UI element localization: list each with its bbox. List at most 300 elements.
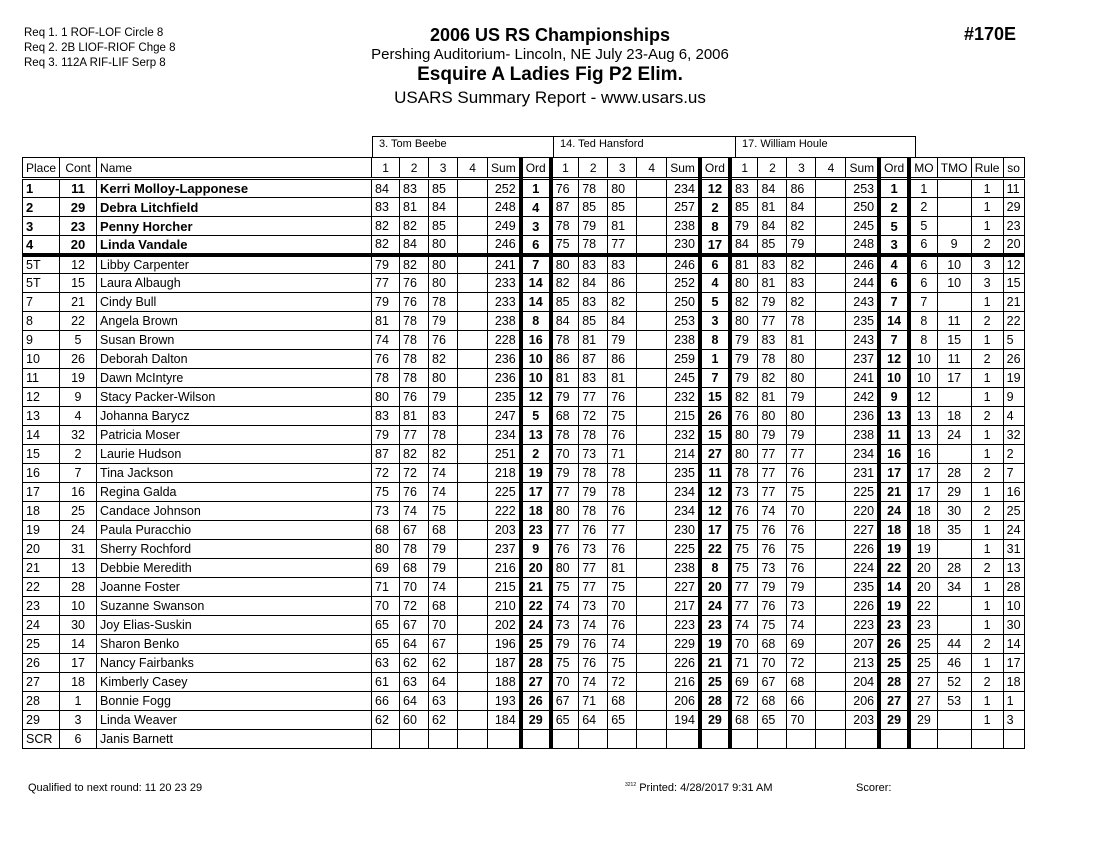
score-2: 83 — [400, 179, 429, 198]
ordinal: 9 — [521, 540, 551, 559]
score-1: 81 — [372, 312, 400, 331]
score-3 — [608, 730, 637, 749]
score-2: 78 — [579, 236, 608, 255]
ordinal: 2 — [879, 198, 909, 217]
total-majority-ordinal: 9 — [937, 236, 971, 255]
rule: 2 — [971, 635, 1003, 654]
score-1: 61 — [372, 673, 400, 692]
skater-name: Angela Brown — [97, 312, 372, 331]
score-1: 77 — [730, 597, 758, 616]
score-2: 64 — [400, 635, 429, 654]
score-3: 82 — [787, 255, 816, 274]
score-4 — [637, 369, 667, 388]
score-2: 78 — [400, 312, 429, 331]
score-1 — [730, 730, 758, 749]
col-name: Name — [97, 158, 372, 179]
score-2: 73 — [579, 540, 608, 559]
col-tmo: TMO — [937, 158, 971, 179]
score-2: 78 — [400, 331, 429, 350]
majority-ordinal: 2 — [909, 198, 937, 217]
ordinal: 16 — [879, 445, 909, 464]
place-cell: SCR — [23, 730, 60, 749]
rule: 1 — [971, 597, 1003, 616]
score-1: 86 — [551, 350, 579, 369]
rule: 1 — [971, 521, 1003, 540]
score-sum: 246 — [667, 255, 700, 274]
score-3: 76 — [787, 464, 816, 483]
score-4 — [458, 559, 488, 578]
score-2: 62 — [400, 654, 429, 673]
score-3: 78 — [608, 464, 637, 483]
score-4 — [816, 692, 846, 711]
score-sum: 248 — [488, 198, 521, 217]
ordinal: 25 — [521, 635, 551, 654]
rule: 2 — [971, 407, 1003, 426]
total-majority-ordinal: 15 — [937, 331, 971, 350]
score-sum: 230 — [667, 521, 700, 540]
score-1: 80 — [730, 274, 758, 293]
score-2: 78 — [400, 540, 429, 559]
event-title: Esquire A Ladies Fig P2 Elim. — [417, 64, 683, 85]
ordinal: 28 — [879, 673, 909, 692]
requirement-3: Req 3. 112A RIF-LIF Serp 8 — [24, 57, 166, 69]
score-3 — [429, 730, 458, 749]
score-3: 83 — [787, 274, 816, 293]
score-sum: 232 — [667, 426, 700, 445]
score-3: 85 — [429, 179, 458, 198]
total-majority-ordinal — [937, 217, 971, 236]
score-1: 80 — [551, 559, 579, 578]
ordinal: 2 — [521, 445, 551, 464]
ordinal: 4 — [700, 274, 730, 293]
majority-ordinal: 20 — [909, 559, 937, 578]
score-sum: 229 — [667, 635, 700, 654]
score-sum: 259 — [667, 350, 700, 369]
contestant-number: 11 — [60, 179, 97, 198]
score-sum: 241 — [488, 255, 521, 274]
score-3: 84 — [608, 312, 637, 331]
score-2: 83 — [579, 293, 608, 312]
score-4 — [816, 274, 846, 293]
skater-name: Nancy Fairbanks — [97, 654, 372, 673]
score-1: 75 — [551, 236, 579, 255]
contestant-number: 21 — [60, 293, 97, 312]
table-row — [23, 559, 1025, 578]
score-2: 67 — [758, 673, 787, 692]
score-4 — [816, 464, 846, 483]
score-4 — [637, 331, 667, 350]
majority-ordinal: 23 — [909, 616, 937, 635]
score-4 — [816, 616, 846, 635]
skater-name: Joanne Foster — [97, 578, 372, 597]
contestant-number: 23 — [60, 217, 97, 236]
score-1: 68 — [730, 711, 758, 730]
total-majority-ordinal: 11 — [937, 350, 971, 369]
score-2: 85 — [579, 312, 608, 331]
score-3: 80 — [787, 350, 816, 369]
ordinal: 8 — [700, 217, 730, 236]
place-cell: 22 — [23, 578, 60, 597]
place-cell: 21 — [23, 559, 60, 578]
total-majority-ordinal — [937, 597, 971, 616]
score-sum: 187 — [488, 654, 521, 673]
skater-name: Regina Galda — [97, 483, 372, 502]
place-cell: 27 — [23, 673, 60, 692]
score-2: 84 — [400, 236, 429, 255]
majority-ordinal: 19 — [909, 540, 937, 559]
total-majority-ordinal: 46 — [937, 654, 971, 673]
score-3: 82 — [787, 217, 816, 236]
score-3: 81 — [787, 331, 816, 350]
column-header-row — [23, 158, 1025, 179]
table-row — [23, 730, 1025, 749]
ordinal: 22 — [521, 597, 551, 616]
majority-ordinal: 17 — [909, 483, 937, 502]
rule: 2 — [971, 673, 1003, 692]
score-3: 76 — [787, 521, 816, 540]
ordinal: 12 — [879, 350, 909, 369]
total-majority-ordinal: 17 — [937, 369, 971, 388]
score-3: 81 — [608, 559, 637, 578]
score-4 — [816, 445, 846, 464]
score-1: 80 — [372, 388, 400, 407]
table-row — [23, 692, 1025, 711]
score-4 — [637, 464, 667, 483]
table-row — [23, 274, 1025, 293]
ordinal: 27 — [521, 673, 551, 692]
score-sum: 248 — [846, 236, 879, 255]
score-2: 68 — [400, 559, 429, 578]
score-sum — [846, 730, 879, 749]
majority-ordinal: 12 — [909, 388, 937, 407]
score-3: 82 — [608, 293, 637, 312]
score-sum: 236 — [846, 407, 879, 426]
score-1: 65 — [551, 711, 579, 730]
score-1: 82 — [730, 388, 758, 407]
start-order: 10 — [1003, 597, 1024, 616]
score-2: 67 — [400, 521, 429, 540]
score-sum: 203 — [488, 521, 521, 540]
score-2: 74 — [579, 673, 608, 692]
ordinal: 17 — [700, 521, 730, 540]
score-sum: 234 — [488, 426, 521, 445]
score-2: 83 — [579, 255, 608, 274]
score-1: 75 — [372, 483, 400, 502]
score-3: 74 — [429, 578, 458, 597]
score-4 — [458, 407, 488, 426]
rule: 1 — [971, 293, 1003, 312]
col-judge2-2: 2 — [579, 158, 608, 179]
place-cell: 5T — [23, 274, 60, 293]
score-2: 82 — [758, 369, 787, 388]
score-2: 83 — [758, 255, 787, 274]
majority-ordinal: 1 — [909, 179, 937, 198]
col-judge3-4: 4 — [816, 158, 846, 179]
place-cell: 5T — [23, 255, 60, 274]
score-4 — [458, 369, 488, 388]
skater-name: Paula Puracchio — [97, 521, 372, 540]
score-3: 68 — [429, 597, 458, 616]
score-2: 78 — [579, 464, 608, 483]
table-row — [23, 616, 1025, 635]
rule: 1 — [971, 654, 1003, 673]
score-3: 78 — [608, 483, 637, 502]
place-cell: 1 — [23, 179, 60, 198]
skater-name: Libby Carpenter — [97, 255, 372, 274]
skater-name: Debbie Meredith — [97, 559, 372, 578]
score-4 — [816, 179, 846, 198]
skater-name: Candace Johnson — [97, 502, 372, 521]
skater-name: Johanna Barycz — [97, 407, 372, 426]
score-2: 68 — [758, 635, 787, 654]
score-2: 77 — [400, 426, 429, 445]
score-2: 77 — [758, 445, 787, 464]
col-judge1-4: 4 — [458, 158, 488, 179]
score-3: 79 — [787, 236, 816, 255]
score-1: 71 — [372, 578, 400, 597]
table-row — [23, 521, 1025, 540]
score-4 — [816, 635, 846, 654]
ordinal: 8 — [700, 331, 730, 350]
total-majority-ordinal: 10 — [937, 274, 971, 293]
score-sum: 224 — [846, 559, 879, 578]
skater-name: Tina Jackson — [97, 464, 372, 483]
place-cell: 23 — [23, 597, 60, 616]
start-order: 22 — [1003, 312, 1024, 331]
score-1: 75 — [730, 559, 758, 578]
ordinal: 10 — [521, 350, 551, 369]
majority-ordinal: 6 — [909, 236, 937, 255]
score-2: 76 — [579, 635, 608, 654]
score-2: 77 — [579, 578, 608, 597]
skater-name: Sharon Benko — [97, 635, 372, 654]
skater-name: Patricia Moser — [97, 426, 372, 445]
ordinal: 2 — [700, 198, 730, 217]
score-sum: 238 — [667, 331, 700, 350]
score-3: 76 — [608, 502, 637, 521]
score-1: 63 — [372, 654, 400, 673]
score-2: 84 — [579, 274, 608, 293]
score-sum: 193 — [488, 692, 521, 711]
total-majority-ordinal: 53 — [937, 692, 971, 711]
score-sum: 204 — [846, 673, 879, 692]
ordinal: 3 — [521, 217, 551, 236]
contestant-number: 9 — [60, 388, 97, 407]
table-row — [23, 407, 1025, 426]
score-2: 78 — [579, 426, 608, 445]
score-3: 80 — [787, 369, 816, 388]
score-sum: 232 — [667, 388, 700, 407]
score-1: 84 — [551, 312, 579, 331]
ordinal: 1 — [700, 350, 730, 369]
score-sum: 241 — [846, 369, 879, 388]
scorer-label: Scorer: — [856, 782, 892, 794]
score-sum: 223 — [846, 616, 879, 635]
table-row — [23, 483, 1025, 502]
col-judge3-3: 3 — [787, 158, 816, 179]
ordinal: 24 — [700, 597, 730, 616]
score-sum: 250 — [667, 293, 700, 312]
majority-ordinal: 27 — [909, 692, 937, 711]
score-4 — [458, 521, 488, 540]
score-3: 68 — [787, 673, 816, 692]
score-3: 84 — [787, 198, 816, 217]
score-1: 78 — [551, 217, 579, 236]
ordinal: 18 — [521, 502, 551, 521]
results-table — [22, 157, 1025, 749]
majority-ordinal: 5 — [909, 217, 937, 236]
contestant-number: 15 — [60, 274, 97, 293]
place-cell: 9 — [23, 331, 60, 350]
print-info — [625, 782, 773, 794]
rule: 2 — [971, 236, 1003, 255]
score-sum: 245 — [667, 369, 700, 388]
score-4 — [458, 445, 488, 464]
ordinal: 25 — [700, 673, 730, 692]
ordinal: 14 — [521, 274, 551, 293]
score-4 — [458, 597, 488, 616]
ordinal: 6 — [521, 236, 551, 255]
score-2: 76 — [400, 388, 429, 407]
score-2: 70 — [400, 578, 429, 597]
total-majority-ordinal: 11 — [937, 312, 971, 331]
score-sum: 206 — [846, 692, 879, 711]
majority-ordinal: 10 — [909, 369, 937, 388]
score-3: 79 — [429, 388, 458, 407]
score-3: 80 — [429, 369, 458, 388]
score-sum: 247 — [488, 407, 521, 426]
score-4 — [458, 217, 488, 236]
table-row — [23, 711, 1025, 730]
score-4 — [637, 255, 667, 274]
col-judge2-1: 1 — [551, 158, 579, 179]
score-sum: 243 — [846, 331, 879, 350]
majority-ordinal: 29 — [909, 711, 937, 730]
start-order: 12 — [1003, 255, 1024, 274]
place-cell: 18 — [23, 502, 60, 521]
score-sum — [667, 730, 700, 749]
table-row — [23, 293, 1025, 312]
majority-ordinal: 6 — [909, 255, 937, 274]
score-2: 73 — [579, 445, 608, 464]
ordinal: 14 — [521, 293, 551, 312]
rule: 1 — [971, 445, 1003, 464]
ordinal: 28 — [700, 692, 730, 711]
ordinal: 6 — [700, 255, 730, 274]
score-4 — [816, 407, 846, 426]
skater-name: Penny Horcher — [97, 217, 372, 236]
ordinal — [521, 730, 551, 749]
score-sum: 218 — [488, 464, 521, 483]
score-3: 76 — [608, 388, 637, 407]
score-2: 85 — [579, 198, 608, 217]
contestant-number: 29 — [60, 198, 97, 217]
score-3: 78 — [429, 293, 458, 312]
majority-ordinal: 20 — [909, 578, 937, 597]
table-row — [23, 369, 1025, 388]
score-sum: 220 — [846, 502, 879, 521]
judge-2-name: 14. Ted Hansford — [554, 136, 736, 157]
start-order: 4 — [1003, 407, 1024, 426]
total-majority-ordinal: 24 — [937, 426, 971, 445]
score-sum: 235 — [846, 578, 879, 597]
table-row — [23, 578, 1025, 597]
ordinal: 10 — [879, 369, 909, 388]
ordinal: 29 — [521, 711, 551, 730]
start-order: 32 — [1003, 426, 1024, 445]
ordinal — [700, 730, 730, 749]
score-1: 82 — [730, 293, 758, 312]
score-3: 77 — [787, 445, 816, 464]
skater-name: Stacy Packer-Wilson — [97, 388, 372, 407]
score-4 — [637, 540, 667, 559]
ordinal: 7 — [879, 331, 909, 350]
score-1: 74 — [372, 331, 400, 350]
total-majority-ordinal: 28 — [937, 464, 971, 483]
start-order: 17 — [1003, 654, 1024, 673]
score-sum: 250 — [846, 198, 879, 217]
score-2: 73 — [579, 597, 608, 616]
ordinal: 20 — [700, 578, 730, 597]
contestant-number: 4 — [60, 407, 97, 426]
score-2: 73 — [758, 559, 787, 578]
score-1: 80 — [372, 540, 400, 559]
majority-ordinal: 13 — [909, 407, 937, 426]
score-2 — [579, 730, 608, 749]
score-1: 75 — [730, 521, 758, 540]
score-4 — [637, 274, 667, 293]
score-2: 76 — [758, 540, 787, 559]
score-sum: 237 — [488, 540, 521, 559]
score-2: 76 — [400, 274, 429, 293]
score-sum: 225 — [488, 483, 521, 502]
score-3: 85 — [429, 217, 458, 236]
col-judge2-3: 3 — [608, 158, 637, 179]
table-row — [23, 388, 1025, 407]
score-1 — [372, 730, 400, 749]
table-row — [23, 350, 1025, 369]
requirement-2: Req 2. 2B LIOF-RIOF Chge 8 — [24, 42, 176, 54]
start-order: 21 — [1003, 293, 1024, 312]
score-1: 79 — [730, 369, 758, 388]
place-cell: 12 — [23, 388, 60, 407]
score-1: 84 — [372, 179, 400, 198]
total-majority-ordinal: 29 — [937, 483, 971, 502]
table-row — [23, 673, 1025, 692]
score-4 — [458, 312, 488, 331]
majority-ordinal — [909, 730, 937, 749]
ordinal: 24 — [879, 502, 909, 521]
score-4 — [816, 673, 846, 692]
score-sum: 246 — [488, 236, 521, 255]
score-4 — [458, 673, 488, 692]
score-2: 64 — [400, 692, 429, 711]
skater-name: Dawn McIntyre — [97, 369, 372, 388]
ordinal: 23 — [700, 616, 730, 635]
score-3: 70 — [429, 616, 458, 635]
score-3: 67 — [429, 635, 458, 654]
score-3: 79 — [787, 388, 816, 407]
score-3: 84 — [429, 198, 458, 217]
contestant-number: 17 — [60, 654, 97, 673]
start-order: 3 — [1003, 711, 1024, 730]
ordinal: 20 — [521, 559, 551, 578]
score-1: 70 — [372, 597, 400, 616]
score-sum: 245 — [846, 217, 879, 236]
score-3: 74 — [429, 483, 458, 502]
table-row — [23, 426, 1025, 445]
score-sum: 225 — [846, 483, 879, 502]
